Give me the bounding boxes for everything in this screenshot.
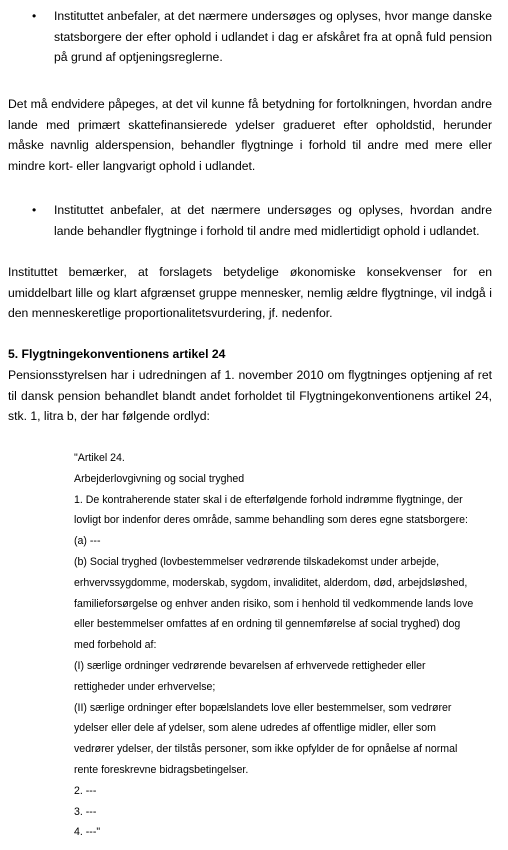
paragraph-proportionality: Instituttet bemærker, at forslagets betydelige økonomiske konsekvenser for en umiddelbart lille og klart afgrænset gruppe mennesker, nemlig ældre flygtninge, vil indgå i den menneskeretlige proportionalitetsvurdering, jf. nedenfor. xyxy=(8,265,492,320)
quote-line: 4. ---" xyxy=(74,826,101,839)
quote-line: "Artikel 24. xyxy=(74,452,125,464)
paragraph-pension-board: Pensionsstyrelsen har i udredningen af 1. november 2010 om flygtninges optjening af ret til dansk pension behandlet blandt andet forholdet til Flygtningekonventionens artikel 24, stk. 1, litra b, der har følgende ordlyd: xyxy=(8,368,492,423)
quote-line: rente foreskrevne bidragsbetingelser. xyxy=(74,763,249,776)
quote-line: eller bestemmelser omfattes af en ordning til gennemførelse af social tryghed) dog xyxy=(74,618,461,631)
quote-line: med forbehold af: xyxy=(74,639,157,652)
quote-line: (a) --- xyxy=(74,535,101,548)
quote-line: (II) særlige ordninger efter bopælslandets love eller bestemmelser, som vedrører xyxy=(74,701,452,714)
quote-line: rettigheder under erhvervelse; xyxy=(74,680,216,693)
quote-line: (I) særlige ordninger vedrørende bevarelsen af erhvervede rettigheder eller xyxy=(74,659,426,672)
quote-line: lovligt bor indenfor deres område, samme behandling som deres egne statsborgere: xyxy=(74,514,468,527)
quote-line: vedrører ydelser, der tilstås personer, som ikke opfylder de for opnåelse af normal xyxy=(74,743,458,756)
paragraph-interpretation: Det må endvidere påpeges, at det vil kunne få betydning for fortolkningen, hvordan andre lande med primært skattefinansierede ydelser gradueret efter opholdstid, herunder måske navnlig alderspension, behandler flygtninge i forhold til andre med mere eller mindre kort- eller langvarigt ophold i udlandet. xyxy=(8,97,492,173)
bullet-text: Instituttet anbefaler, at det nærmere undersøges og oplyses, hvor mange danske statsborgere der efter ophold i udlandet i dag er afskåret fra at opnå fuld pension på grund af optjeningsreglerne. xyxy=(54,9,492,64)
bullet-text: Instituttet anbefaler, at det nærmere undersøges og oplyses, hvordan andre lande behandler flygtninge i forhold til andre med midlertidigt ophold i udlandet. xyxy=(54,203,492,238)
article-24-quote xyxy=(74,448,494,843)
recommendation-bullet-1 xyxy=(32,6,492,68)
quote-line: 1. De kontraherende stater skal i de efterfølgende forhold indrømme flygtninge, der xyxy=(74,493,463,506)
quote-line: ydelser eller dele af ydelser, som alene udredes af offentlige midler, eller som xyxy=(74,722,436,735)
quote-line: familieforsørgelse og enhver anden risiko, som i henhold til vedkommende lands love xyxy=(74,597,474,610)
bullet-marker: • xyxy=(32,9,37,23)
quote-line: 3. --- xyxy=(74,805,97,818)
quote-line: Arbejderlovgivning og social tryghed xyxy=(74,472,245,485)
section-heading: 5. Flygtningekonventionens artikel 24 xyxy=(8,347,226,361)
quote-line: 2. --- xyxy=(74,784,97,797)
quote-line: (b) Social tryghed (lovbestemmelser vedrørende tilskadekomst under arbejde, xyxy=(74,555,440,568)
quote-line: erhvervssygdomme, moderskab, sygdom, invaliditet, alderdom, død, arbejdsløshed, xyxy=(74,576,468,589)
recommendation-bullet-2 xyxy=(32,200,492,241)
bullet-marker: • xyxy=(32,203,37,217)
